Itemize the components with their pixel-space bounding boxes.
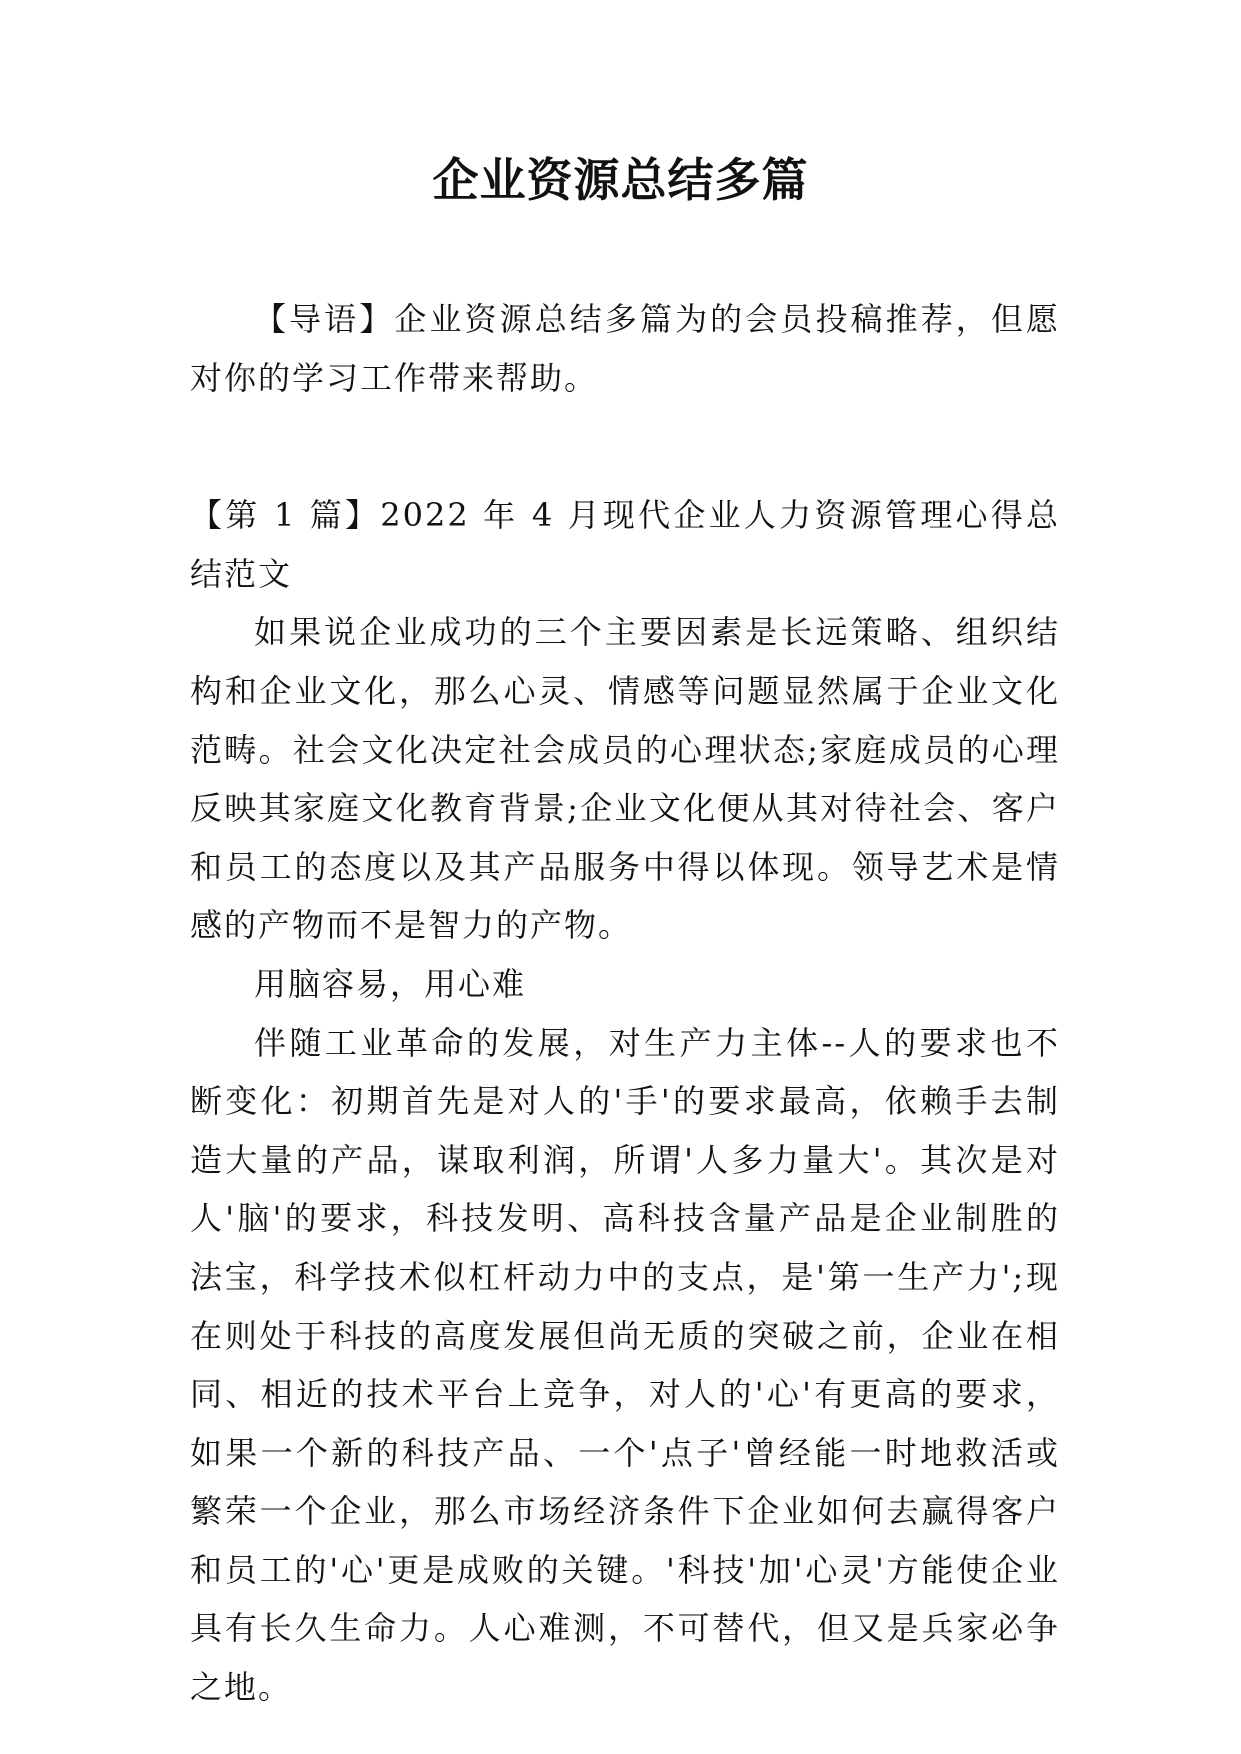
body-paragraph: 伴随工业革命的发展，对生产力主体--人的要求也不断变化：初期首先是对人的'手'的要求最高，依赖手去制造大量的产品，谋取利润，所谓'人多力量大'。其次是对人'脑'的要求，科技发明、高科技含量产品是企业制胜的法宝，科学技术似杠杆动力中的支点，是'第一生产力';现在则处于科技的高度发展但尚无质的突破之前，企业在相同、相近的技术平台上竞争，对人的'心'有更高的要求，如果一个新的科技产品、一个'点子'曾经能一时地救活或繁荣一个企业，那么市场经济条件下企业如何去赢得客户和员工的'心'更是成败的关键。'科技'加'心灵'方能使企业具有长久生命力。人心难测，不可替代，但又是兵家必争之地。: [190, 1023, 1060, 1707]
body-paragraph: 如果说企业成功的三个主要因素是长远策略、组织结构和企业文化，那么心灵、情感等问题显然属于企业文化范畴。社会文化决定社会成员的心理状态;家庭成员的心理反映其家庭文化教育背景;企业文化便从其对待社会、客户和员工的态度以及其产品服务中得以体现。领导艺术是情感的产物而不是智力的产物。: [190, 613, 1060, 945]
section-heading: 【第 1 篇】2022 年 4 月现代企业人力资源管理心得总结范文: [190, 496, 1060, 593]
document-title: 企业资源总结多篇: [432, 153, 809, 207]
intro-paragraph: 【导语】企业资源总结多篇为的会员投稿推荐，但愿对你的学习工作带来帮助。: [190, 300, 1060, 397]
spacer: [190, 407, 1060, 486]
subheading-paragraph: 用脑容易，用心难: [254, 964, 527, 1003]
document-body: [190, 290, 1060, 1717]
